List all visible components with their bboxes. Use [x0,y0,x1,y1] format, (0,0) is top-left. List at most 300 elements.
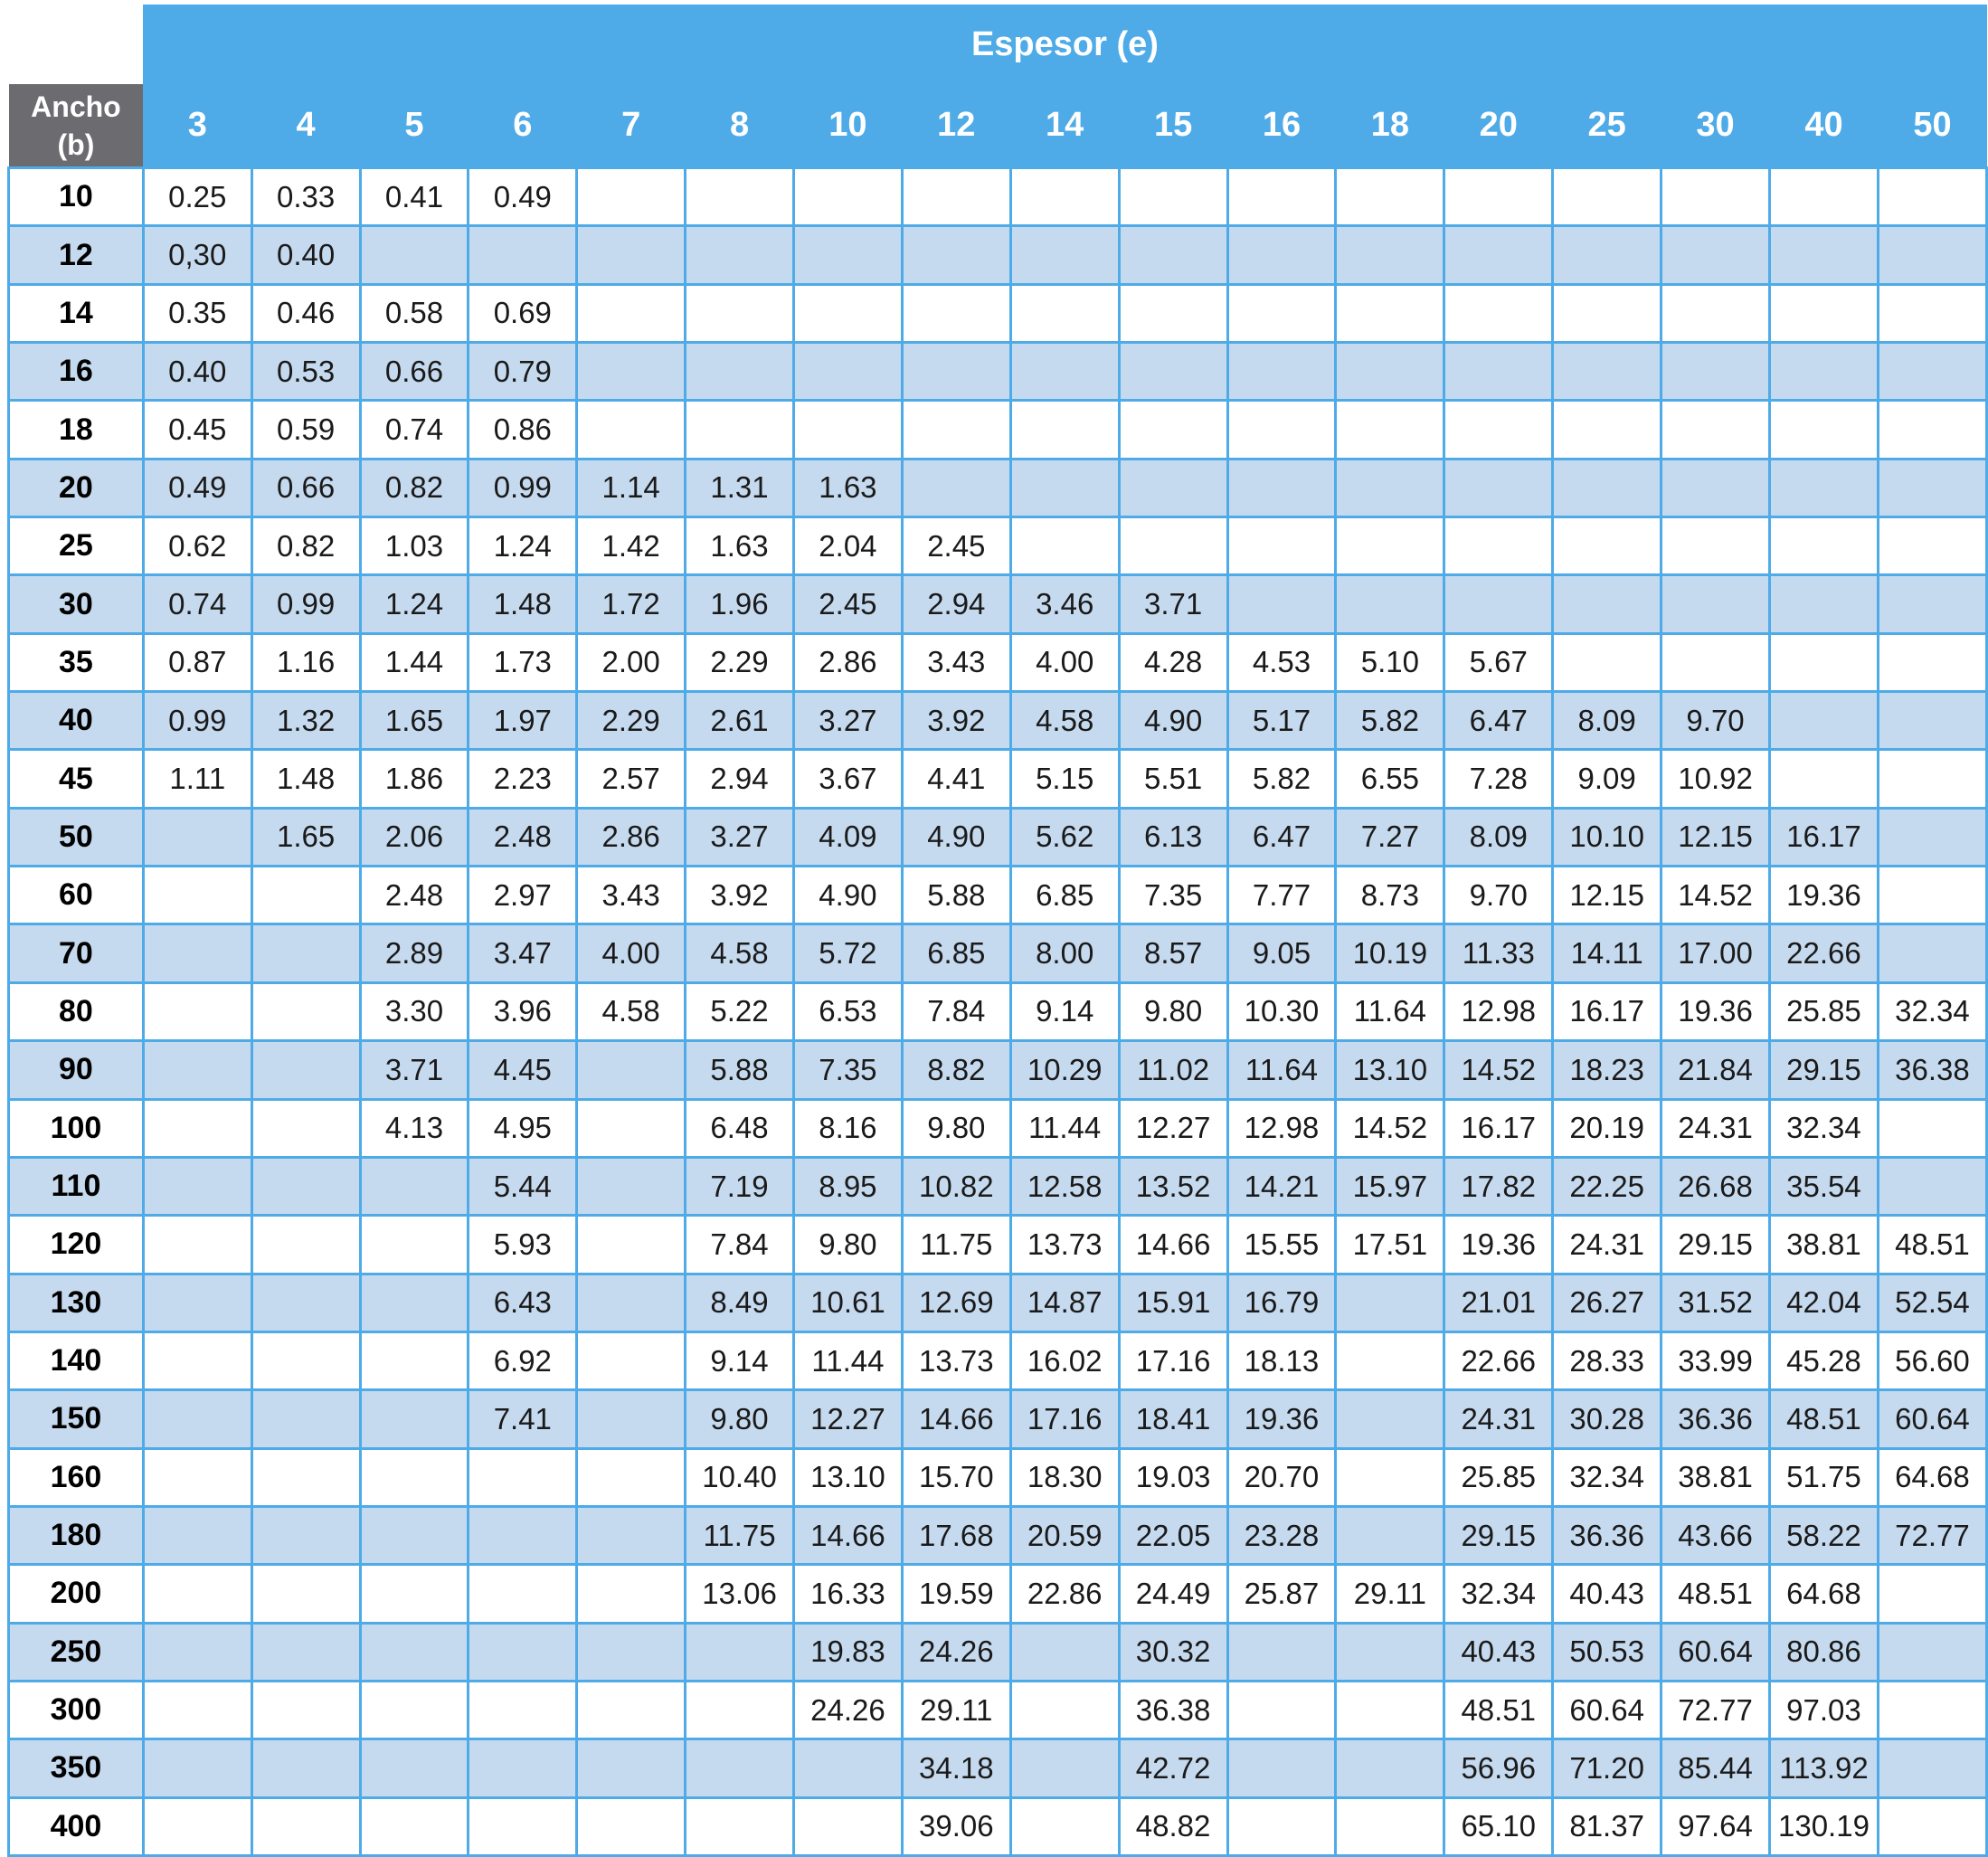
weight-cell: 14.66 [793,1506,902,1564]
weight-cell: 33.99 [1661,1331,1770,1389]
weight-cell [251,1448,360,1506]
weight-cell: 11.75 [902,1216,1010,1274]
weight-cell: 2.06 [360,808,469,866]
weight-cell: 60.64 [1878,1390,1986,1448]
weight-cell: 60.64 [1661,1623,1770,1681]
weight-cell: 12.27 [1119,1099,1227,1157]
weight-cell: 19.03 [1119,1448,1227,1506]
weight-cell: 71.20 [1553,1739,1661,1797]
weight-cell: 13.73 [902,1331,1010,1389]
weight-cell: 51.75 [1769,1448,1878,1506]
weight-cell [251,1041,360,1099]
corner-blank-cell [9,5,144,84]
weight-cell [1336,1623,1444,1681]
table-row [9,168,1987,226]
weight-cell: 13.73 [1010,1216,1119,1274]
weight-cell: 2.97 [469,867,577,924]
weight-cell [360,1681,469,1739]
weight-cell [1444,168,1553,226]
weight-cell: 13.10 [793,1448,902,1506]
table-row [9,924,1987,982]
weight-cell [1769,226,1878,284]
weight-cell [143,1506,251,1564]
weight-cell [1878,284,1986,342]
weight-cell: 1.96 [686,575,794,633]
weight-cell: 31.52 [1661,1274,1770,1331]
weight-cell: 8.82 [902,1041,1010,1099]
weight-cell [793,343,902,401]
weight-cell [1010,1623,1119,1681]
weight-cell [1661,401,1770,459]
table-row [9,1157,1987,1215]
row-width-label: 300 [9,1681,144,1739]
thickness-header-14: 14 [1010,84,1119,168]
weight-cell: 10.82 [902,1157,1010,1215]
weight-cell: 7.27 [1336,808,1444,866]
weight-cell: 18.41 [1119,1390,1227,1448]
weight-cell: 0.59 [251,401,360,459]
weight-cell: 8.57 [1119,924,1227,982]
weight-cell [1661,343,1770,401]
weight-cell: 12.69 [902,1274,1010,1331]
weight-cell: 39.06 [902,1797,1010,1855]
weight-cell: 42.04 [1769,1274,1878,1331]
weight-cell: 14.21 [1227,1157,1336,1215]
weight-cell [1878,867,1986,924]
weight-cell: 4.58 [577,982,686,1040]
weight-cell: 8.49 [686,1274,794,1331]
weight-cell: 3.71 [1119,575,1227,633]
weight-cell: 17.68 [902,1506,1010,1564]
weight-cell: 48.51 [1878,1216,1986,1274]
weight-cell: 36.38 [1878,1041,1986,1099]
weight-cell [1444,459,1553,516]
weight-cell: 1.24 [360,575,469,633]
weight-cell [793,401,902,459]
thickness-header-row [9,84,1987,168]
thickness-header-50: 50 [1878,84,1986,168]
weight-cell: 4.41 [902,750,1010,808]
weight-cell: 4.58 [686,924,794,982]
weight-cell: 1.32 [251,692,360,750]
weight-cell [577,1623,686,1681]
weight-cell [686,168,794,226]
row-width-label: 180 [9,1506,144,1564]
weight-cell: 16.17 [1444,1099,1553,1157]
table-row [9,401,1987,459]
weight-cell: 4.45 [469,1041,577,1099]
weight-cell: 0.41 [360,168,469,226]
table-row [9,1623,1987,1681]
weight-cell: 85.44 [1661,1739,1770,1797]
weight-cell: 0.99 [469,459,577,516]
table-row [9,1041,1987,1099]
weight-cell [902,401,1010,459]
weight-cell [1119,459,1227,516]
weight-cell: 16.17 [1769,808,1878,866]
weight-cell [577,1331,686,1389]
weight-cell: 9.80 [686,1390,794,1448]
weight-cell: 3.47 [469,924,577,982]
weight-cell: 7.84 [686,1216,794,1274]
weight-cell: 130.19 [1769,1797,1878,1855]
weight-cell: 4.00 [577,924,686,982]
weight-cell: 26.68 [1661,1157,1770,1215]
weight-cell [1878,924,1986,982]
weight-cell: 3.96 [469,982,577,1040]
thickness-header-8: 8 [686,84,794,168]
weight-cell [1336,1274,1444,1331]
weight-cell [1661,168,1770,226]
weight-cell: 81.37 [1553,1797,1661,1855]
weight-cell: 2.61 [686,692,794,750]
weight-cell: 1.31 [686,459,794,516]
thickness-header-40: 40 [1769,84,1878,168]
weight-cell: 5.82 [1336,692,1444,750]
weight-cell [360,1739,469,1797]
weight-cell: 13.52 [1119,1157,1227,1215]
weight-cell: 5.88 [686,1041,794,1099]
weight-cell [1336,343,1444,401]
weight-cell [1661,575,1770,633]
weight-cell [1661,459,1770,516]
weight-cell: 32.34 [1769,1099,1878,1157]
thickness-header-18: 18 [1336,84,1444,168]
weight-cell: 4.95 [469,1099,577,1157]
weight-cell [360,1506,469,1564]
weight-cell: 5.15 [1010,750,1119,808]
weight-cell: 3.92 [902,692,1010,750]
weight-cell: 0.66 [251,459,360,516]
weight-cell: 0.79 [469,343,577,401]
weight-cell: 1.73 [469,633,577,691]
weight-cell [1878,168,1986,226]
weight-cell: 17.82 [1444,1157,1553,1215]
weight-cell [1119,517,1227,575]
weight-cell: 0.45 [143,401,251,459]
weight-cell: 2.94 [686,750,794,808]
weight-cell: 4.90 [902,808,1010,866]
weight-cell: 2.89 [360,924,469,982]
weight-cell: 48.51 [1444,1681,1553,1739]
weight-cell: 18.30 [1010,1448,1119,1506]
weight-cell: 1.65 [251,808,360,866]
weight-cell: 30.28 [1553,1390,1661,1448]
weight-cell: 19.36 [1444,1216,1553,1274]
row-width-label: 100 [9,1099,144,1157]
weight-cell: 1.63 [686,517,794,575]
weight-cell: 1.72 [577,575,686,633]
table-row [9,1739,1987,1797]
weight-cell [360,1216,469,1274]
weight-cell: 72.77 [1661,1681,1770,1739]
weight-cell: 5.82 [1227,750,1336,808]
weight-cell: 16.17 [1553,982,1661,1040]
weight-cell: 18.13 [1227,1331,1336,1389]
weight-cell: 97.64 [1661,1797,1770,1855]
weight-cell [251,924,360,982]
weight-cell [1769,575,1878,633]
weight-cell [577,168,686,226]
weight-cell [1769,459,1878,516]
weight-cell: 3.46 [1010,575,1119,633]
table-row [9,1099,1987,1157]
weight-cell: 45.28 [1769,1331,1878,1389]
weight-cell: 4.13 [360,1099,469,1157]
weight-cell: 0.33 [251,168,360,226]
weight-cell: 19.36 [1769,867,1878,924]
weight-cell [1553,343,1661,401]
weight-cell: 2.94 [902,575,1010,633]
weight-cell [577,1681,686,1739]
weight-cell: 2.45 [793,575,902,633]
weight-cell: 32.34 [1444,1565,1553,1623]
weight-cell: 5.88 [902,867,1010,924]
weight-cell [1769,633,1878,691]
weight-cell [1010,284,1119,342]
weight-table [7,5,1988,1857]
weight-cell [251,1681,360,1739]
table-row [9,343,1987,401]
weight-cell: 14.52 [1661,867,1770,924]
weight-cell: 6.53 [793,982,902,1040]
table-row [9,1274,1987,1331]
weight-cell: 5.62 [1010,808,1119,866]
weight-cell: 10.61 [793,1274,902,1331]
weight-cell [143,1041,251,1099]
weight-cell [143,1157,251,1215]
weight-cell: 9.05 [1227,924,1336,982]
weight-cell [1227,1739,1336,1797]
table-body [9,168,1987,1856]
weight-cell: 17.16 [1119,1331,1227,1389]
weight-cell [1878,1623,1986,1681]
weight-cell: 20.59 [1010,1506,1119,1564]
weight-cell [1553,575,1661,633]
weight-cell [686,1739,794,1797]
row-width-label: 10 [9,168,144,226]
weight-cell: 9.80 [793,1216,902,1274]
weight-cell [143,867,251,924]
weight-cell: 38.81 [1769,1216,1878,1274]
row-width-label: 14 [9,284,144,342]
weight-cell: 3.43 [902,633,1010,691]
weight-cell: 0.49 [469,168,577,226]
weight-cell [686,401,794,459]
weight-cell: 43.66 [1661,1506,1770,1564]
weight-cell [1878,226,1986,284]
weight-cell: 9.14 [1010,982,1119,1040]
weight-cell: 2.45 [902,517,1010,575]
table-row [9,692,1987,750]
weight-cell: 17.51 [1336,1216,1444,1274]
weight-cell [143,1739,251,1797]
weight-cell: 1.86 [360,750,469,808]
weight-cell: 1.42 [577,517,686,575]
weight-cell: 80.86 [1769,1623,1878,1681]
weight-cell [469,1739,577,1797]
weight-cell: 5.17 [1227,692,1336,750]
weight-cell [251,1739,360,1797]
weight-cell [1444,401,1553,459]
weight-cell [577,1274,686,1331]
weight-cell: 22.66 [1444,1331,1553,1389]
weight-cell [251,1331,360,1389]
thickness-super-header: Espesor (e) [143,5,1986,84]
weight-cell [360,1390,469,1448]
table-row [9,1216,1987,1274]
weight-cell [1878,343,1986,401]
weight-cell: 10.10 [1553,808,1661,866]
weight-cell [1444,226,1553,284]
weight-cell: 5.22 [686,982,794,1040]
weight-cell: 0.46 [251,284,360,342]
weight-cell: 0.87 [143,633,251,691]
row-width-label: 30 [9,575,144,633]
weight-cell: 4.58 [1010,692,1119,750]
weight-cell: 14.11 [1553,924,1661,982]
weight-cell: 12.98 [1444,982,1553,1040]
weight-cell: 30.32 [1119,1623,1227,1681]
weight-cell [1336,459,1444,516]
weight-cell: 2.48 [360,867,469,924]
weight-cell [1227,459,1336,516]
weight-cell [360,1331,469,1389]
weight-cell: 34.18 [902,1739,1010,1797]
weight-cell [1010,343,1119,401]
weight-cell [1227,1623,1336,1681]
weight-cell: 10.30 [1227,982,1336,1040]
weight-cell: 0.82 [360,459,469,516]
weight-cell [1336,1739,1444,1797]
weight-cell: 3.67 [793,750,902,808]
width-column-header [9,84,144,168]
weight-cell: 40.43 [1553,1565,1661,1623]
weight-cell [577,1099,686,1157]
weight-cell: 23.28 [1227,1506,1336,1564]
weight-cell: 48.51 [1661,1565,1770,1623]
row-width-label: 140 [9,1331,144,1389]
weight-cell: 0.53 [251,343,360,401]
weight-cell: 1.97 [469,692,577,750]
weight-cell [1227,401,1336,459]
weight-cell [1119,343,1227,401]
weight-cell: 0.69 [469,284,577,342]
row-width-label: 40 [9,692,144,750]
thickness-header-10: 10 [793,84,902,168]
weight-cell: 2.00 [577,633,686,691]
weight-cell [251,1099,360,1157]
weight-cell: 14.52 [1444,1041,1553,1099]
thickness-header-6: 6 [469,84,577,168]
weight-cell [143,982,251,1040]
weight-cell: 22.86 [1010,1565,1119,1623]
weight-cell [1878,633,1986,691]
weight-cell [251,1390,360,1448]
weight-cell: 4.00 [1010,633,1119,691]
weight-cell [1553,517,1661,575]
weight-cell: 15.55 [1227,1216,1336,1274]
row-width-label: 110 [9,1157,144,1215]
weight-cell: 9.80 [902,1099,1010,1157]
weight-cell: 0,30 [143,226,251,284]
weight-cell [1444,575,1553,633]
weight-cell [902,168,1010,226]
weight-cell: 8.95 [793,1157,902,1215]
weight-cell [469,226,577,284]
weight-cell [902,226,1010,284]
row-width-label: 200 [9,1565,144,1623]
weight-cell: 29.11 [902,1681,1010,1739]
weight-cell: 40.43 [1444,1623,1553,1681]
weight-cell [577,401,686,459]
row-width-label: 18 [9,401,144,459]
weight-cell [1336,1681,1444,1739]
weight-cell: 20.70 [1227,1448,1336,1506]
weight-cell: 2.23 [469,750,577,808]
weight-cell [1227,168,1336,226]
weight-cell [1553,401,1661,459]
weight-cell: 29.15 [1769,1041,1878,1099]
weight-cell [686,343,794,401]
weight-cell: 7.19 [686,1157,794,1215]
weight-cell: 12.15 [1661,808,1770,866]
weight-cell [793,168,902,226]
row-width-label: 25 [9,517,144,575]
weight-cell [1878,459,1986,516]
weight-cell: 58.22 [1769,1506,1878,1564]
weight-cell [1010,226,1119,284]
weight-cell: 0.40 [143,343,251,401]
weight-cell: 17.16 [1010,1390,1119,1448]
weight-cell: 4.09 [793,808,902,866]
weight-cell [577,226,686,284]
weight-cell: 19.36 [1661,982,1770,1040]
weight-cell: 2.04 [793,517,902,575]
weight-cell: 25.85 [1444,1448,1553,1506]
row-width-label: 12 [9,226,144,284]
weight-cell [793,284,902,342]
weight-cell: 1.48 [469,575,577,633]
thickness-super-header-row [9,5,1987,84]
weight-cell [360,1448,469,1506]
weight-cell [360,1157,469,1215]
weight-cell: 22.25 [1553,1157,1661,1215]
thickness-header-12: 12 [902,84,1010,168]
weight-cell: 2.86 [577,808,686,866]
weight-cell: 64.68 [1769,1565,1878,1623]
weight-cell: 11.64 [1227,1041,1336,1099]
weight-cell: 6.85 [902,924,1010,982]
row-width-label: 90 [9,1041,144,1099]
weight-cell: 6.47 [1444,692,1553,750]
weight-cell: 25.85 [1769,982,1878,1040]
weight-cell: 3.43 [577,867,686,924]
weight-cell [143,1274,251,1331]
weight-cell: 2.29 [577,692,686,750]
row-width-label: 20 [9,459,144,516]
table-row [9,1448,1987,1506]
weight-cell: 5.72 [793,924,902,982]
weight-cell: 1.65 [360,692,469,750]
weight-cell [1227,575,1336,633]
weight-cell: 10.40 [686,1448,794,1506]
weight-cell: 29.15 [1444,1506,1553,1564]
weight-cell [360,1565,469,1623]
weight-cell: 10.92 [1661,750,1770,808]
row-width-label: 60 [9,867,144,924]
row-width-label: 45 [9,750,144,808]
